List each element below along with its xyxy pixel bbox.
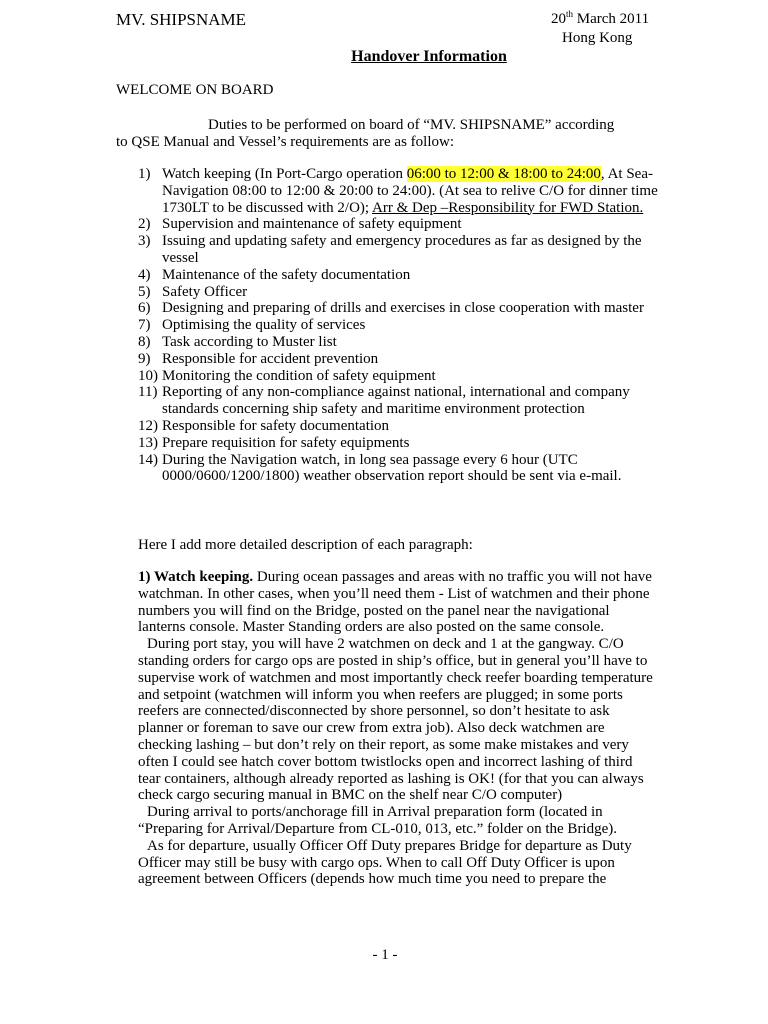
date-suffix: th (566, 9, 574, 19)
duties-list (138, 166, 658, 485)
duty-number: 11) (138, 384, 158, 401)
duty-item (138, 216, 658, 233)
duty-number: 2) (138, 216, 151, 233)
duty-text: Designing and preparing of drills and exercises in close cooperation with master (162, 300, 644, 317)
duty-number: 13) (138, 434, 158, 451)
duty-text: Issuing and updating safety and emergency procedures as far as designed by the vessel (162, 233, 642, 266)
document-location: Hong Kong (562, 30, 633, 46)
intro-line-1: Duties to be performed on board of “MV. SHIPSNAME” according (208, 117, 615, 133)
welcome-heading: WELCOME ON BOARD (116, 82, 274, 98)
duty-item (138, 334, 658, 351)
highlighted-hours: 06:00 to 12:00 & 18:00 to 24:00 (406, 166, 601, 182)
duty-text: Reporting of any non-compliance against national, international and company standards concerning ship safety and maritime environment protection (162, 384, 630, 418)
duty-text: Prepare requisition for safety equipments (162, 434, 410, 451)
detail-intro: Here I add more detailed description of each paragraph: (138, 537, 473, 553)
duty-text: Maintenance of the safety documentation (162, 266, 411, 283)
duty-item (138, 452, 658, 486)
section-paragraph (138, 569, 658, 636)
duty-text: Responsible for accident prevention (162, 350, 379, 367)
duty-item (138, 267, 658, 284)
section-paragraph: During arrival to ports/anchorage fill in Arrival preparation form (located in “Preparing for Arrival/Departure from CL-010, 013, etc.” folder on the Bridge). (138, 804, 618, 837)
page-title: Handover Information (351, 48, 507, 65)
duty-item (138, 351, 658, 368)
intro-paragraph (116, 117, 656, 151)
intro-line-2: to QSE Manual and Vessel’s requirements are as follow: (116, 133, 454, 150)
duty-item (138, 418, 658, 435)
duty-number: 3) (138, 233, 151, 250)
duty-number: 8) (138, 333, 151, 350)
page-number: - 1 - (372, 947, 398, 963)
duty-text: Responsible for safety documentation (162, 417, 390, 434)
duty-item (138, 233, 658, 267)
duty-text: During the Navigation watch, in long sea passage every 6 hour (UTC 0000/0600/1200/1800) weather observation report should be sent via e-mail. (162, 451, 622, 485)
duty-number: 9) (138, 350, 151, 367)
section-paragraph: As for departure, usually Officer Off Duty prepares Bridge for departure as Duty Officer may still be busy with cargo ops. When to call Off Duty Officer is upon agreement between Officers (depends how much time you need to prepare the (138, 837, 632, 888)
duty-number: 12) (138, 417, 158, 434)
duty-text-continued: , At Sea- Navigation 08:00 to 12:00 & 20:00 to 24:00). (At sea to relive C/O for dinner time 1730LT to be discussed with 2/O); (162, 166, 658, 216)
duty-number: 7) (138, 317, 151, 334)
section-watch-keeping (138, 569, 658, 888)
duty-text: Monitoring the condition of safety equipment (162, 367, 436, 384)
duty-number: 6) (138, 300, 151, 317)
date-day: 20 (551, 11, 566, 27)
duty-item (138, 284, 658, 301)
ship-name: MV. SHIPSNAME (116, 10, 247, 29)
duty-number: 5) (138, 283, 151, 300)
document-date (551, 11, 649, 28)
section-text: During ocean passages and areas with no traffic you will not have watchman. In other cases, when you’ll need them - List of watchmen and their phone numbers you will find on the Bridge, posted on the panel near the navigational lanterns console. Master Standing orders are also posted on the same console. (138, 569, 652, 636)
section-paragraph: During port stay, you will have 2 watchmen on deck and 1 at the gangway. C/O standing orders for cargo ops are posted in ship’s office, but in general you’ll have to supervise work of watchmen and most importantly check reefer boarding temperature and setpoint (watchmen will inform you when reefers are plugged; in some ports reefers are connected/disconnected by shore personnel, so don’t hesitate to ask planner or foreman to save our crew from extra job). Also deck watchmen are checking lashing – but don’t rely on their report, as some make mistakes and very often I could see hatch cover bottom twistlocks open and incorrect lashing of third tear containers, although already reported as lashing is OK! (for that you can always check cargo securing manual in BMC on the shelf near C/O computer) (138, 636, 653, 804)
duty-text: Safety Officer (162, 283, 248, 300)
duty-text: Supervision and maintenance of safety equipment (162, 216, 462, 233)
duty-item (138, 384, 658, 418)
duty-item (138, 317, 658, 334)
duty-item (138, 300, 658, 317)
date-rest: March 2011 (573, 11, 650, 27)
duty-item (138, 368, 658, 385)
duty-text: Task according to Muster list (162, 333, 337, 350)
duty-item (138, 166, 658, 216)
underlined-responsibility: Arr & Dep –Responsibility for FWD Station. (372, 199, 644, 216)
duty-text: Optimising the quality of services (162, 317, 366, 334)
duty-number: 10) (138, 367, 158, 384)
duty-number: 1) (138, 166, 151, 182)
duty-number: 4) (138, 266, 151, 283)
duty-text: Watch keeping (In Port-Cargo operation (162, 166, 407, 182)
duty-item (138, 435, 658, 452)
duty-number: 14) (138, 451, 158, 468)
section-heading: 1) Watch keeping. (138, 569, 254, 585)
